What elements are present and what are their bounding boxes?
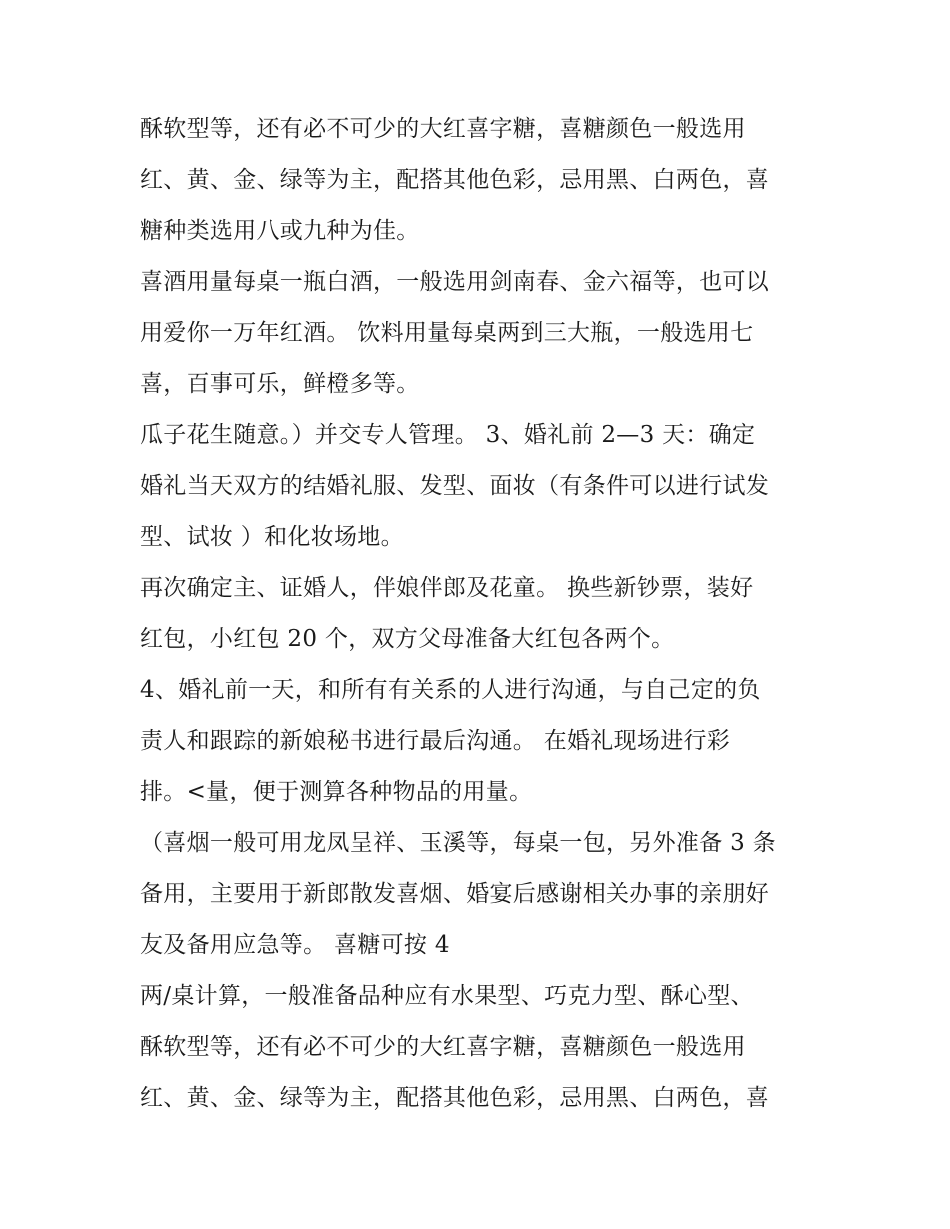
text-line: 红、黄、金、绿等为主，配搭其他色彩，忌用黑、白两色，喜 <box>140 167 770 193</box>
text-line: 红、黄、金、绿等为主，配搭其他色彩，忌用黑、白两色，喜 <box>140 1085 770 1111</box>
text-line: 型、试妆 ）和化妆场地。 <box>140 524 404 550</box>
text-line: 用爱你一万年红酒。 饮料用量每桌两到三大瓶，一般选用七 <box>140 320 754 346</box>
text-line: 婚礼当天双方的结婚礼服、发型、面妆（有条件可以进行试发 <box>140 473 770 499</box>
text-line: 瓜子花生随意。）并交专人管理。 3、婚礼前 2—3 天：确定 <box>140 422 756 448</box>
text-line: 喜酒用量每桌一瓶白酒，一般选用剑南春、金六福等，也可以 <box>140 269 770 295</box>
text-line: （喜烟一般可用龙凤呈祥、玉溪等，每桌一包，另外准备 3 条 <box>140 830 776 856</box>
text-line: 责人和跟踪的新娘秘书进行最后沟通。 在婚礼现场进行彩 <box>140 728 731 754</box>
text-line: 备用，主要用于新郎散发喜烟、婚宴后感谢相关办事的亲朋好 <box>140 881 770 907</box>
text-line: 两/桌计算，一般准备品种应有水果型、巧克力型、酥心型、 <box>140 983 754 1009</box>
text-line: 再次确定主、证婚人，伴娘伴郎及花童。 换些新钞票，装好 <box>140 575 754 601</box>
text-line: 红包，小红包 20 个，双方父母准备大红包各两个。 <box>140 626 675 652</box>
text-line: 4、婚礼前一天，和所有有关系的人进行沟通，与自己定的负 <box>140 677 761 703</box>
text-line: 友及备用应急等。 喜糖可按 4 <box>140 932 450 958</box>
text-line: 酥软型等，还有必不可少的大红喜字糖，喜糖颜色一般选用 <box>140 116 746 142</box>
text-line: 糖种类选用八或九种为佳。 <box>140 218 420 244</box>
text-line: 喜，百事可乐，鲜橙多等。 <box>140 371 420 397</box>
text-line: 排。<量，便于测算各种物品的用量。 <box>140 779 533 805</box>
text-line: 酥软型等，还有必不可少的大红喜字糖，喜糖颜色一般选用 <box>140 1034 746 1060</box>
